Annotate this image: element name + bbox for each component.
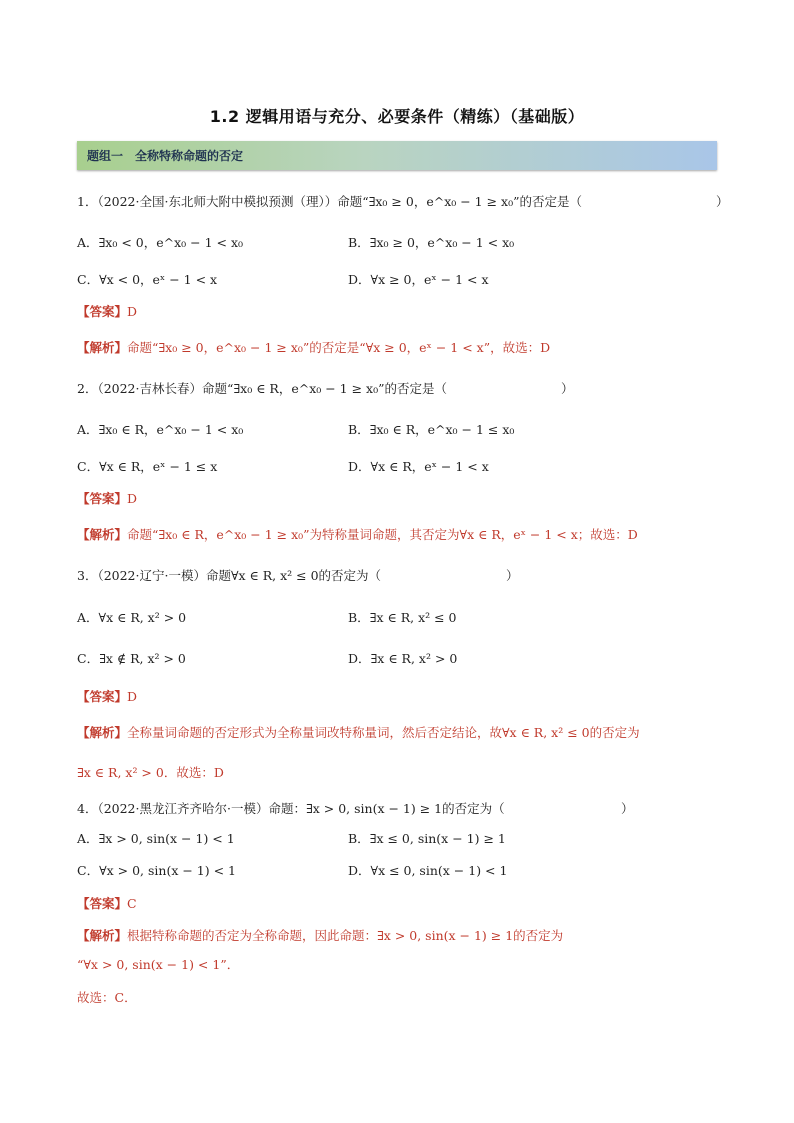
question-2-answer [77,488,137,507]
question-1-option-c: C．∀x < 0，eˣ − 1 < x [77,272,218,287]
explain-text: 命题“∃x₀ ∈ R，e^x₀ − 1 ≥ x₀”为特称量词命题，其否定为∀x ∈ R，eˣ − 1 < x；故选：D [127,527,638,542]
answer-value: D [127,304,138,319]
explain-text-line-1: 全称量词命题的否定形式为全称量词改特称量词，然后否定结论，故∀x ∈ R, x² ≤ 0的否定为 [127,725,640,740]
question-1-stem: 1．（2022·全国·东北师大附中模拟预测（理））命题“∃x₀ ≥ 0，e^x₀ − 1 ≥ x₀”的否定是（ [77,194,582,209]
question-4-explanation [77,925,563,944]
question-4-option-b: B．∃x ≤ 0, sin(x − 1) ≥ 1 [348,831,506,846]
question-3-stem: 3．（2022·辽宁·一模）命题∀x ∈ R, x² ≤ 0的否定为（ [77,568,382,583]
section-label: 题组一 全称特称命题的否定 [87,149,244,163]
question-4-close-paren: ） [621,801,634,816]
question-3-option-d: D．∃x ∈ R, x² > 0 [348,651,458,666]
question-1-option-b: B．∃x₀ ≥ 0，e^x₀ − 1 < x₀ [348,235,515,250]
answer-value: D [127,491,138,506]
explain-text: 命题“∃x₀ ≥ 0，e^x₀ − 1 ≥ x₀”的否定是“∀x ≥ 0，eˣ − 1 < x”，故选：D [127,340,551,355]
question-3-explain-text-line-2: ∃x ∈ R, x² > 0．故选：D [77,765,224,780]
question-3-explanation [77,722,640,741]
question-2-option-a: A．∃x₀ ∈ R，e^x₀ − 1 < x₀ [77,422,244,437]
question-2-option-b: B．∃x₀ ∈ R，e^x₀ − 1 ≤ x₀ [348,422,515,437]
answer-value: C [127,896,137,911]
answer-label: 【答案】 [77,304,128,319]
question-4-option-a: A．∃x > 0, sin(x − 1) < 1 [77,831,235,846]
question-3-option-a: A．∀x ∈ R, x² > 0 [77,610,187,625]
question-4-option-c: C．∀x > 0, sin(x − 1) < 1 [77,863,236,878]
answer-label: 【答案】 [77,689,128,704]
question-2-stem: 2．（2022·吉林长春）命题“∃x₀ ∈ R，e^x₀ − 1 ≥ x₀”的否定是（ [77,381,448,396]
answer-value: D [127,689,138,704]
explain-label: 【解析】 [77,928,128,943]
question-3-option-c: C．∃x ∉ R, x² > 0 [77,651,186,666]
question-3-close-paren: ） [506,568,519,583]
question-4-stem: 4．（2022·黑龙江齐齐哈尔·一模）命题：∃x > 0, sin(x − 1) ≥ 1的否定为（ [77,801,505,816]
question-4-option-d: D．∀x ≤ 0, sin(x − 1) < 1 [348,863,508,878]
question-4-answer [77,893,137,912]
question-3-answer [77,686,137,705]
explain-label: 【解析】 [77,527,128,542]
explain-label: 【解析】 [77,340,128,355]
question-3-option-b: B．∃x ∈ R, x² ≤ 0 [348,610,457,625]
question-1-option-d: D．∀x ≥ 0，eˣ − 1 < x [348,272,489,287]
question-1-close-paren: ） [716,194,729,209]
page-title: 1.2 逻辑用语与充分、必要条件（精练）（基础版） [209,107,585,126]
explain-label: 【解析】 [77,725,128,740]
question-1-option-a: A．∃x₀ < 0，e^x₀ − 1 < x₀ [77,235,244,250]
question-1-answer [77,301,137,320]
question-2-option-c: C．∀x ∈ R，eˣ − 1 ≤ x [77,459,218,474]
question-4-explain-text-line-2: “∀x > 0, sin(x − 1) < 1”． [77,957,240,972]
explain-text-line-1: 根据特称命题的否定为全称命题，因此命题：∃x > 0, sin(x − 1) ≥ 1的否定为 [127,928,564,943]
answer-label: 【答案】 [77,896,128,911]
section-header [77,141,717,170]
question-2-explanation [77,524,638,543]
question-2-option-d: D．∀x ∈ R，eˣ − 1 < x [348,459,489,474]
answer-label: 【答案】 [77,491,128,506]
question-1-explanation [77,337,550,356]
question-4-explain-text-line-3: 故选：C． [77,990,137,1005]
question-2-close-paren: ） [561,381,574,396]
